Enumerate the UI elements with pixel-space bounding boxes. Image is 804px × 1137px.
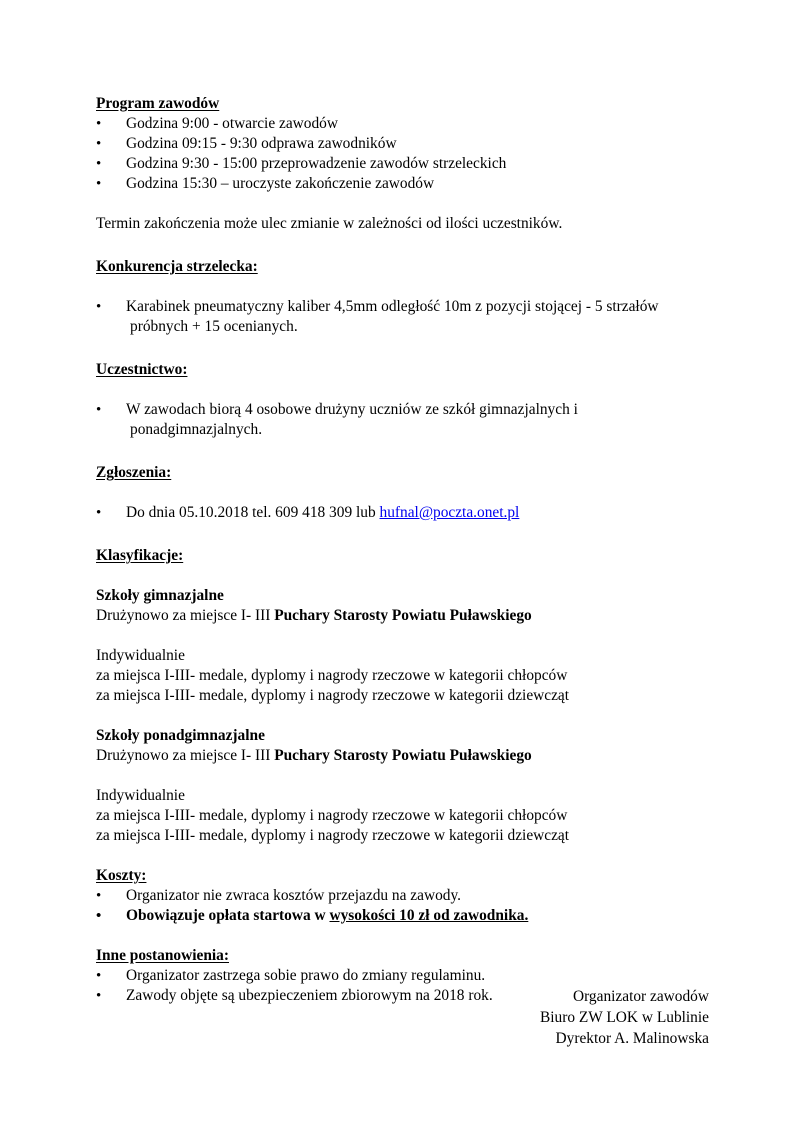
bullet-icon <box>96 134 108 154</box>
list-item-text: Godzina 9:30 - 15:00 przeprowadzenie zawodów strzeleckich <box>126 155 507 172</box>
list-item-text: Obowiązuje opłata startowa w <box>126 907 330 924</box>
konkurencja-list <box>96 297 736 337</box>
list-item-text: Karabinek pneumatyczny kaliber 4,5mm odległość 10m z pozycji stojącej - 5 strzałów <box>126 298 659 315</box>
list-item-text: W zawodach biorą 4 osobowe drużyny uczniów ze szkół gimnazjalnych i <box>126 401 578 418</box>
bullet-icon <box>96 114 108 134</box>
signature-line-organizer: Organizator zawodów <box>572 988 709 1005</box>
gim-team-line <box>96 606 736 626</box>
bullet-icon <box>96 154 108 174</box>
ponad-team-prefix: Drużynowo za miejsce I- III <box>96 747 275 764</box>
signature-line-director: Dyrektor A. Malinowska <box>555 1030 709 1047</box>
bullet-icon <box>96 886 108 906</box>
signature-line-office: Biuro ZW LOK w Lublinie <box>540 1009 709 1026</box>
ponad-title: Szkoły ponadgimnazjalne <box>96 727 265 744</box>
zgloszenia-heading: Zgłoszenia: <box>96 464 172 481</box>
zgloszenia-list <box>96 503 736 523</box>
bullet-icon <box>96 174 108 194</box>
klasyfikacje-heading: Klasyfikacje: <box>96 547 184 564</box>
list-item-continuation: ponadgimnazjalnych. <box>130 421 263 438</box>
list-item <box>96 503 736 523</box>
list-item <box>96 297 736 337</box>
bullet-icon <box>96 906 108 926</box>
list-item <box>96 114 736 134</box>
bullet-icon <box>96 400 108 420</box>
list-item <box>96 154 736 174</box>
document-body <box>96 94 736 1006</box>
inne-heading: Inne postanowienia: <box>96 947 229 964</box>
list-item <box>96 966 736 986</box>
gim-team-prefix: Drużynowo za miejsce I- III <box>96 607 275 624</box>
list-item-text: Godzina 09:15 - 9:30 odprawa zawodników <box>126 135 397 152</box>
signature-block <box>540 986 709 1049</box>
list-item-text: Do dnia 05.10.2018 tel. 609 418 309 lub <box>126 504 380 521</box>
program-heading: Program zawodów <box>96 95 220 112</box>
list-item <box>96 886 736 906</box>
ponad-boys: za miejsca I-III- medale, dyplomy i nagrody rzeczowe w kategorii chłopców <box>96 807 568 824</box>
ponad-girls: za miejsca I-III- medale, dyplomy i nagrody rzeczowe w kategorii dziewcząt <box>96 827 570 844</box>
gim-team-award: Puchary Starosty Powiatu Puławskiego <box>274 607 532 624</box>
gim-indiv-label: Indywidualnie <box>96 647 185 664</box>
list-item-text: Godzina 9:00 - otwarcie zawodów <box>126 115 338 132</box>
gim-girls: za miejsca I-III- medale, dyplomy i nagrody rzeczowe w kategorii dziewcząt <box>96 687 570 704</box>
list-item-text: Organizator zastrzega sobie prawo do zmiany regulaminu. <box>126 967 486 984</box>
bullet-icon <box>96 966 108 986</box>
ponad-team-line <box>96 746 736 766</box>
koszty-list <box>96 886 736 926</box>
list-item-text: Organizator nie zwraca kosztów przejazdu na zawody. <box>126 887 462 904</box>
email-link[interactable]: hufnal@poczta.onet.pl <box>379 504 520 521</box>
list-item <box>96 134 736 154</box>
uczestnictwo-heading: Uczestnictwo: <box>96 361 188 378</box>
bullet-icon <box>96 986 108 1006</box>
program-note: Termin zakończenia może ulec zmianie w zależności od ilości uczestników. <box>96 215 563 232</box>
list-item-continuation: próbnych + 15 ocenianych. <box>130 318 298 335</box>
konkurencja-heading: Konkurencja strzelecka: <box>96 258 258 275</box>
uczestnictwo-list <box>96 400 736 440</box>
bullet-icon <box>96 297 108 317</box>
ponad-indiv-label: Indywidualnie <box>96 787 185 804</box>
list-item-text: Godzina 15:30 – uroczyste zakończenie zawodów <box>126 175 435 192</box>
list-item <box>96 174 736 194</box>
ponad-team-award: Puchary Starosty Powiatu Puławskiego <box>274 747 532 764</box>
list-item <box>96 400 736 440</box>
list-item-text: Zawody objęte są ubezpieczeniem zbiorowym na 2018 rok. <box>126 987 493 1004</box>
bullet-icon <box>96 503 108 523</box>
gim-title: Szkoły gimnazjalne <box>96 587 224 604</box>
fee-amount: wysokości 10 zł od zawodnika. <box>329 907 529 924</box>
koszty-heading: Koszty: <box>96 867 147 884</box>
program-list <box>96 114 736 194</box>
list-item <box>96 906 736 926</box>
gim-boys: za miejsca I-III- medale, dyplomy i nagrody rzeczowe w kategorii chłopców <box>96 667 568 684</box>
